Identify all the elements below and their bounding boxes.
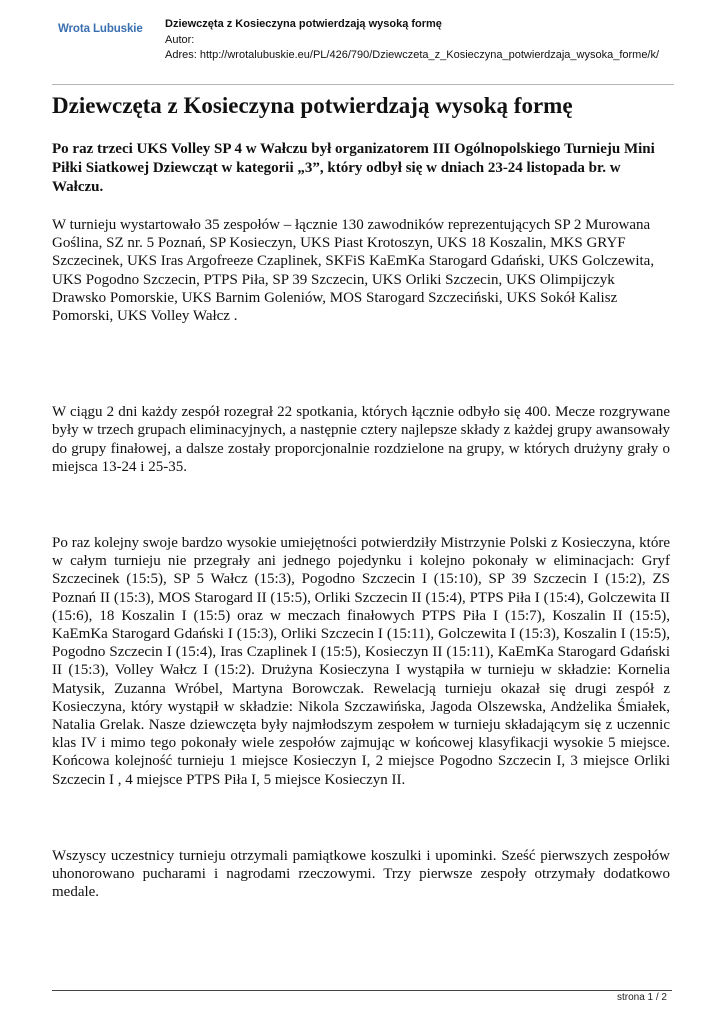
article-body [52,91,670,901]
paragraph-awards: Wszyscy uczestnicy turnieju otrzymali pamiątkowe koszulki i upominki. Sześć pierwszych zespołów uhonorowano pucharami i nagrodami rzeczowymi. Trzy pierwsze zespoły otrzymały dodatkowo medale. [52,847,670,901]
header-title: Dziewczęta z Kosieczyna potwierdzają wysoką formę [165,18,442,30]
paragraph-results: Po raz kolejny swoje bardzo wysokie umiejętności potwierdziły Mistrzynie Polski z Kosieczyna, które w całym turnieju nie przegrały ani jednego pojedynku i kolejno pokonały w eliminacjach: Gryf Szczecinek (15:5), SP 5 Wałcz (15:3), Pogodno Szczecin I (15:10), SP 39 Szczecin I (15:2), ZS Poznań II (15:3), MOS Starogard II (15:5), Orliki Szczecin II (15:4), PTPS Piła I (15:4), Golczewita II (15:6), 18 Koszalin I (15:5) oraz w meczach finałowych PTPS Piła I (15:7), Koszalin II (15:5), KaEmKa Starogard Gdański I (15:3), Orliki Szczecin I (15:11), Golczewita I (15:3), Koszalin I (15:5), Pogodno Szczecin I (15:4), Iras Czaplinek I (15:5), Kosieczyn II (15:11), KaEmKa Starogard Gdański II (15:3), Volley Wałcz I (15:2). Drużyna Kosieczyna I wystąpiła w turnieju w składzie: Kornelia Matysik, Zuzanna Wróbel, Martyna Borowczak. Rewelacją turnieju okazał się drugi zespół z Kosieczyna, który wystąpił w składzie: Nikola Szczawińska, Jagoda Olszewska, Andżelika Śmiałek, Natalia Grelak. Nasze dziewczęta były najmłodszym zespołem w turnieju składającym się z uczennic klas IV i mimo tego pokonały wiele zespołów zajmując w końcowej klasyfikacji wysokie 5 miejsce. Końcowa kolejność turnieju 1 miejsce Kosieczyn I, 2 miejsce Pogodno Szczecin I, 3 miejsce Orliki Szczecin I , 4 miejsce PTPS Piła I, 5 miejsce Kosieczyn II. [52,535,670,788]
footer-divider [52,990,672,991]
paragraph-format: W ciągu 2 dni każdy zespół rozegrał 22 spotkania, których łącznie odbyło się 400. Mecze rozgrywane były w trzech grupach eliminacyjnych, a następnie cztery najlepsze składy z każdej grupy awansowały do grupy finałowej, a dalsze zostały proporcjonalnie rozdzielone na grupy, w których drużyny grały o miejsca 13-24 i 25-35. [52,404,670,475]
header-info [165,17,675,64]
paragraph-teams: W turnieju wystartowało 35 zespołów – łącznie 130 zawodników reprezentujących SP 2 Murowana Goślina, SZ nr. 5 Poznań, SP Kosieczyn, UKS Piast Krotoszyn, UKS 18 Koszalin, MKS GRYF Szczecinek, UKS Iras Argofreeze Czaplinek, SKFiS KaEmKa Starogard Gdański, UKS Golczewita, UKS Pogodno Szczecin, PTPS Piła, SP 39 Szczecin, UKS Orliki Szczecin, UKS Olimpijczyk Drawsko Pomorskie, UKS Barnim Goleniów, MOS Starogard Szczeciński, UKS Sokół Kalisz Pomorski, UKS Volley Wałcz . [52,217,655,325]
document-header [52,14,674,85]
page-number: strona 1 / 2 [616,992,667,1003]
header-address: Adres: http://wrotalubuskie.eu/PL/426/790/Dziewczeta_z_Kosieczyna_potwierdzaja_wysoka_forme/k/ [165,49,660,61]
header-author: Autor: [165,33,195,46]
article-lead: Po raz trzeci UKS Volley SP 4 w Wałczu był organizatorem III Ogólnopolskiego Turnieju Mini Piłki Siatkowej Dziewcząt w kategorii „3”, który odbył się w dniach 23-24 listopada br. w Wałczu. [52,141,655,195]
article-title: Dziewczęta z Kosieczyna potwierdzają wysoką formę [52,93,573,118]
site-logo[interactable]: Wrota Lubuskie [58,23,143,35]
